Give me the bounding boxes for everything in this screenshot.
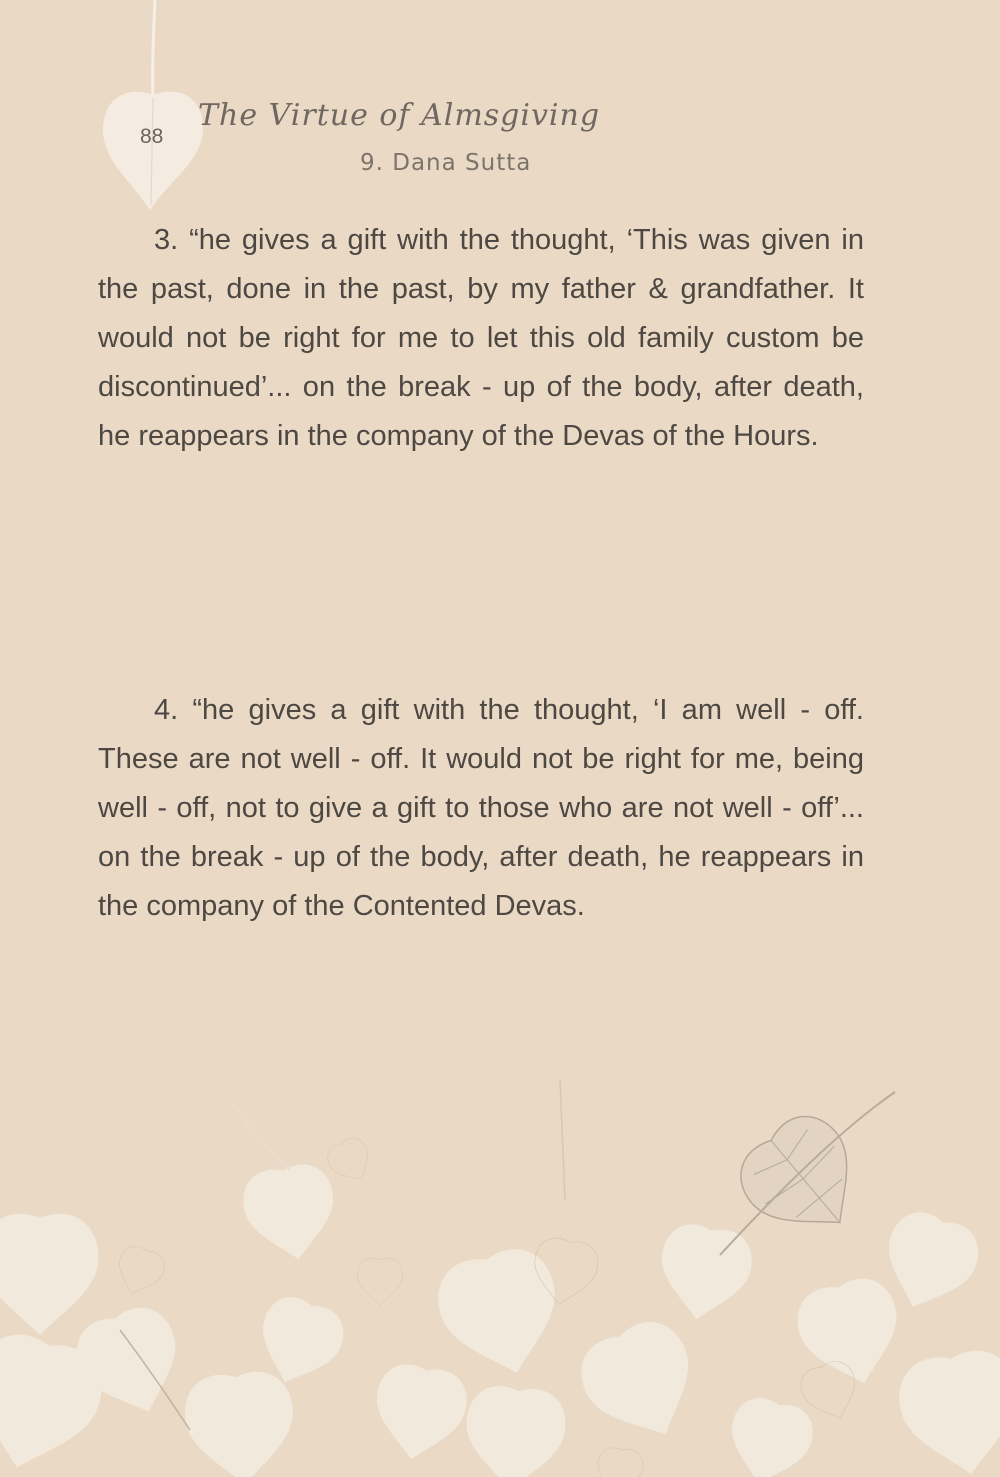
chapter-title: 9. Dana Sutta bbox=[360, 150, 532, 176]
leaves-decoration bbox=[0, 1080, 1000, 1477]
paragraph-3: 3. “he gives a gift with the thought, ‘This was given in the past, done in the past, by my father & grandfather. It would not be right for me to let this old family custom be discontinued’... on the break - up of the body, after death, he reappears in the company of the Devas of the Hours. bbox=[98, 224, 864, 452]
bodhi-leaf-icon bbox=[95, 0, 215, 215]
paragraph-4: 4. “he gives a gift with the thought, ‘I am well - off. These are not well - off. It would not be right for me, being well - off, not to give a gift to those who are not well - off’... on the break - up of the body, after death, he reappears in the company of the Contented Devas. bbox=[98, 694, 864, 922]
book-title: The Virtue of Almsgiving bbox=[198, 98, 601, 133]
page-number: 88 bbox=[140, 125, 164, 148]
